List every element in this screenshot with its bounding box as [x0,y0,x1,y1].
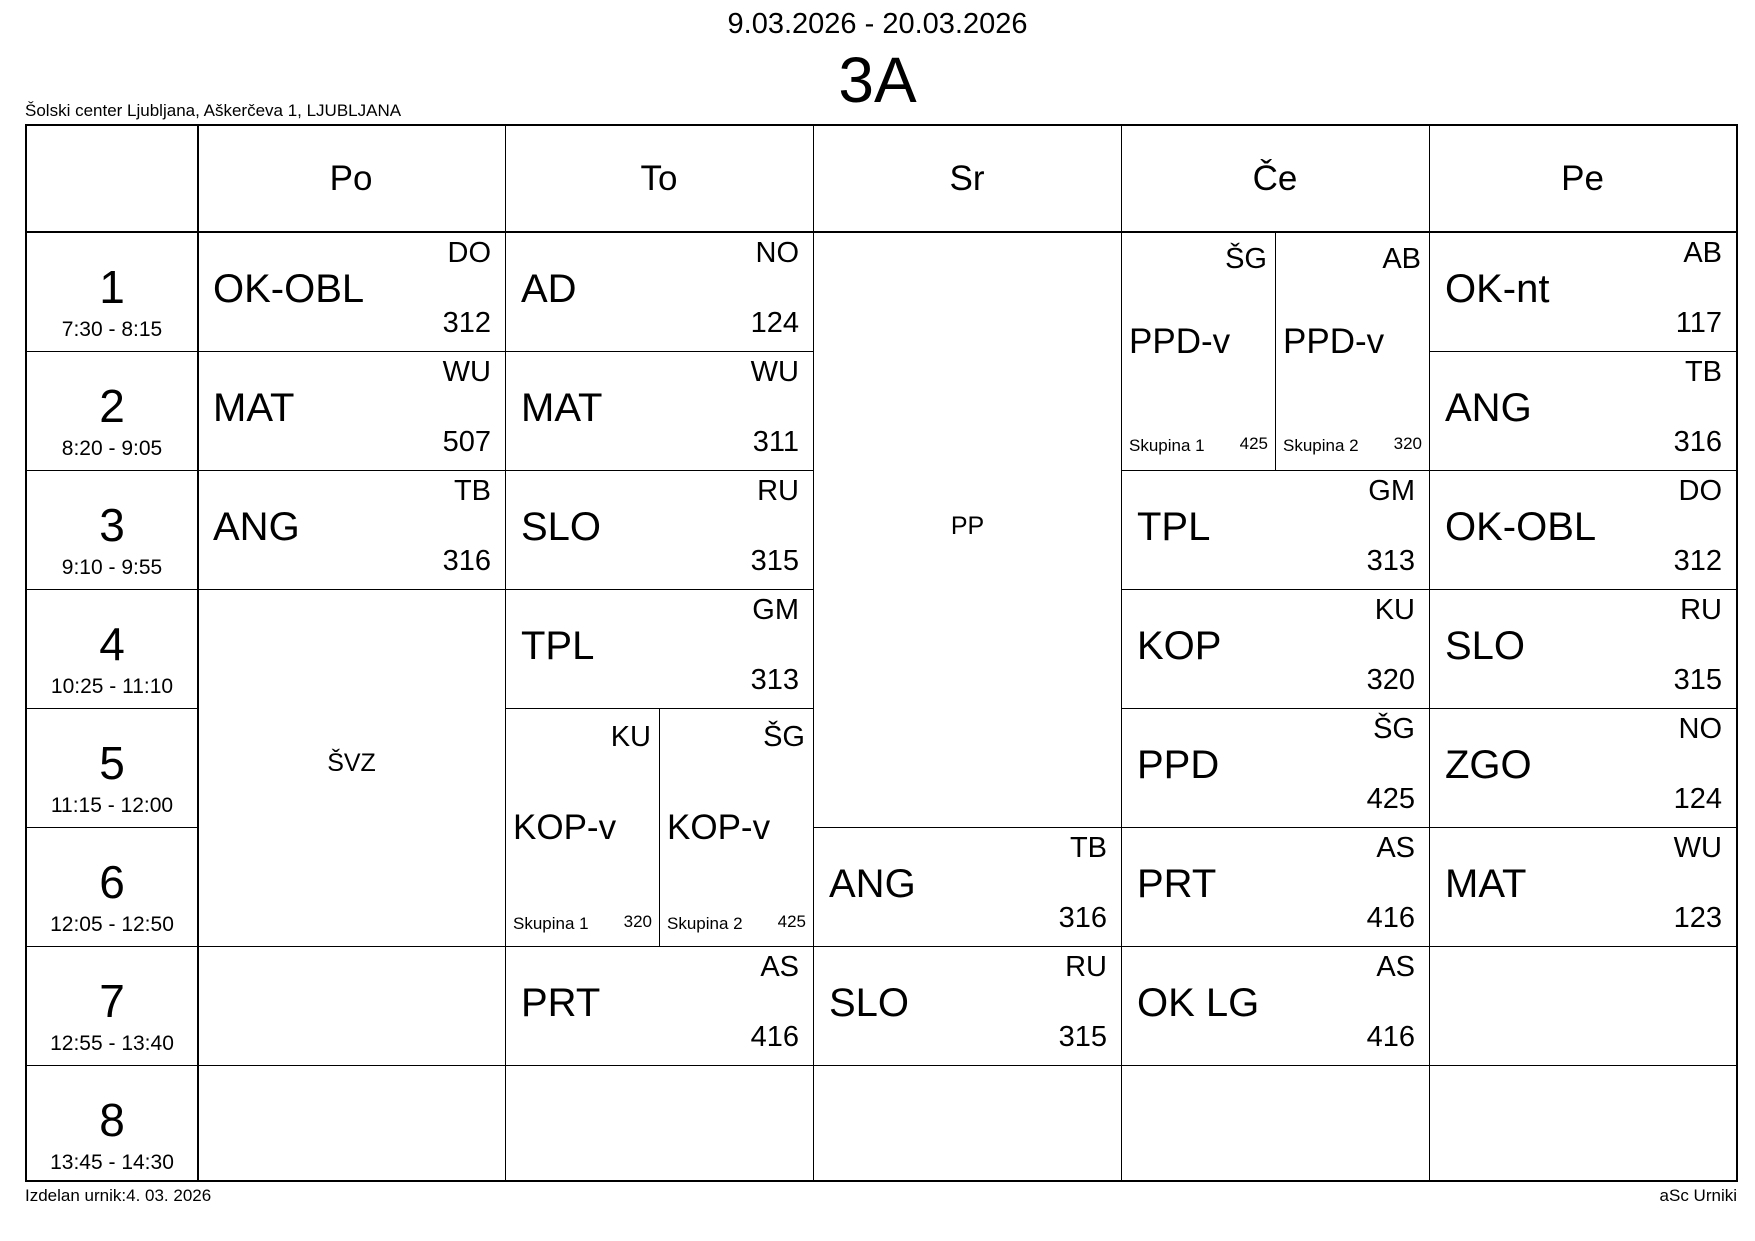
teacher-code: ŠG [1225,243,1267,275]
period-number: 7 [99,975,125,1027]
room-number: 320 [1393,434,1422,453]
group-cell[interactable] [660,708,813,946]
subject: TPL [521,624,595,668]
day-header-pe: Pe [1561,159,1604,198]
room-number: 316 [1673,426,1722,458]
group-label: Skupina 2 [667,914,743,933]
grid-divider [27,1065,197,1066]
lesson-cell[interactable] [506,351,813,470]
lesson-cell[interactable] [506,946,813,1065]
grid-divider [197,946,505,947]
teacher-code: DO [447,237,491,269]
period-time: 10:25 - 11:10 [50,675,174,698]
block-label: PP [950,512,985,540]
room-number: 425 [1239,434,1268,453]
software-credit: aSc Urniki [1659,1186,1737,1205]
subject: KOP-v [513,808,617,847]
day-header-ce: Če [1252,159,1298,198]
room-number: 425 [777,912,806,931]
lesson-cell[interactable] [1122,827,1429,946]
room-number: 313 [750,664,799,696]
subject: KOP [1137,624,1222,668]
subject: PRT [521,981,601,1025]
room-number: 416 [1366,1021,1415,1053]
created-date: Izdelan urnik:4. 03. 2026 [25,1186,212,1205]
grid-divider [27,708,197,709]
period-time: 12:05 - 12:50 [50,913,174,936]
subject: OK-OBL [213,267,365,311]
lesson-cell[interactable] [198,470,505,589]
date-range: 9.03.2026 - 20.03.2026 [727,8,1028,40]
subject: KOP-v [667,808,771,847]
grid-divider [27,351,197,352]
teacher-code: AS [760,951,799,983]
teacher-code: KU [1374,594,1415,626]
teacher-code: AB [1382,243,1421,275]
room-number: 124 [1673,783,1722,815]
grid-divider [505,1065,813,1066]
teacher-code: GM [1368,475,1415,507]
teacher-code: TB [453,475,491,507]
subject: MAT [521,386,603,430]
room-number: 320 [623,912,652,931]
teacher-code: NO [755,237,799,269]
group-cell[interactable] [506,708,659,946]
grid-divider [197,1065,505,1066]
teacher-code: ŠG [763,721,805,753]
day-header-po: Po [329,159,373,198]
block-label: ŠVZ [327,749,376,777]
room-number: 312 [1673,545,1722,577]
room-number: 316 [1058,902,1107,934]
period-time: 12:55 - 13:40 [50,1032,174,1055]
room-number: 313 [1366,545,1415,577]
teacher-code: WU [1673,832,1722,864]
room-number: 425 [1366,783,1415,815]
subject: OK-nt [1445,267,1550,311]
group-label: Skupina 1 [513,914,589,933]
lesson-cell[interactable] [1122,946,1429,1065]
subject: TPL [1137,505,1211,549]
room-number: 315 [1673,664,1722,696]
subject: SLO [829,981,910,1025]
room-number: 320 [1366,664,1415,696]
day-header-sr: Sr [949,159,985,198]
room-number: 315 [750,545,799,577]
grid-divider [27,946,197,947]
period-number: 3 [99,499,125,551]
school-name: Šolski center Ljubljana, Aškerčeva 1, LJUBLJANA [25,101,402,120]
lesson-cell[interactable] [814,827,1121,946]
period-number: 4 [99,618,125,670]
lesson-cell-block[interactable] [198,589,505,946]
teacher-code: GM [752,594,799,626]
lesson-cell[interactable] [814,946,1121,1065]
teacher-code: NO [1678,713,1722,745]
teacher-code: AS [1376,832,1415,864]
teacher-code: WU [750,356,799,388]
subject: OK-OBL [1445,505,1597,549]
period-time: 7:30 - 8:15 [61,318,163,341]
grid-divider [1429,1065,1736,1066]
grid-divider [1121,1065,1429,1066]
subject: ANG [1445,386,1532,430]
class-title: 3A [838,44,917,116]
group-cell[interactable] [1122,232,1275,470]
teacher-code: KU [610,721,651,753]
grid-divider [27,827,197,828]
subject: PRT [1137,862,1217,906]
period-time: 11:15 - 12:00 [50,794,174,817]
subject: MAT [1445,862,1527,906]
timetable-grid [25,124,1738,1182]
period-time: 8:20 - 9:05 [61,437,163,460]
lesson-cell[interactable] [1122,708,1429,827]
period-time: 9:10 - 9:55 [61,556,163,579]
subject: OK LG [1137,981,1260,1025]
teacher-code: DO [1678,475,1722,507]
lesson-cell[interactable] [1430,470,1736,589]
lesson-cell[interactable] [1430,827,1736,946]
grid-divider [813,1065,1121,1066]
teacher-code: TB [1069,832,1107,864]
room-number: 311 [752,426,799,458]
teacher-code: RU [757,475,799,507]
room-number: 312 [442,307,491,339]
period-number: 8 [99,1094,125,1146]
subject: MAT [213,386,295,430]
day-header-to: To [640,159,678,198]
subject: AD [521,267,577,311]
lesson-cell[interactable] [1430,351,1736,470]
period-number: 1 [99,261,125,313]
subject: ZGO [1445,743,1532,787]
teacher-code: TB [1684,356,1722,388]
grid-divider [27,470,197,471]
subject: PPD-v [1283,322,1385,361]
room-number: 416 [1366,902,1415,934]
teacher-code: ŠG [1373,713,1415,745]
lesson-cell[interactable] [1122,589,1429,708]
period-number: 5 [99,737,125,789]
group-label: Skupina 2 [1283,436,1359,455]
room-number: 123 [1673,902,1722,934]
lesson-cell[interactable] [198,351,505,470]
subject: ANG [829,862,916,906]
lesson-cell[interactable] [1122,470,1429,589]
teacher-code: RU [1065,951,1107,983]
teacher-code: AB [1683,237,1722,269]
subject: PPD [1137,743,1220,787]
period-time: 13:45 - 14:30 [50,1151,174,1174]
lesson-cell[interactable] [506,232,813,351]
subject: SLO [1445,624,1526,668]
room-number: 315 [1058,1021,1107,1053]
room-number: 316 [442,545,491,577]
room-number: 507 [442,426,491,458]
period-number: 6 [99,856,125,908]
subject: ANG [213,505,300,549]
grid-divider [27,589,197,590]
group-label: Skupina 1 [1129,436,1205,455]
teacher-code: WU [442,356,491,388]
lesson-cell[interactable] [1430,589,1736,708]
subject: PPD-v [1129,322,1231,361]
lesson-cell[interactable] [506,589,813,708]
lesson-cell[interactable] [506,470,813,589]
group-cell[interactable] [1276,232,1429,470]
lesson-cell[interactable] [198,232,505,351]
teacher-code: RU [1680,594,1722,626]
lesson-cell-block[interactable] [814,232,1121,827]
lesson-cell[interactable] [1430,232,1736,351]
room-number: 124 [750,307,799,339]
room-number: 416 [750,1021,799,1053]
room-number: 117 [1675,307,1722,339]
grid-divider [1429,946,1736,947]
period-number: 2 [99,380,125,432]
subject: SLO [521,505,602,549]
lesson-cell[interactable] [1430,708,1736,827]
teacher-code: AS [1376,951,1415,983]
